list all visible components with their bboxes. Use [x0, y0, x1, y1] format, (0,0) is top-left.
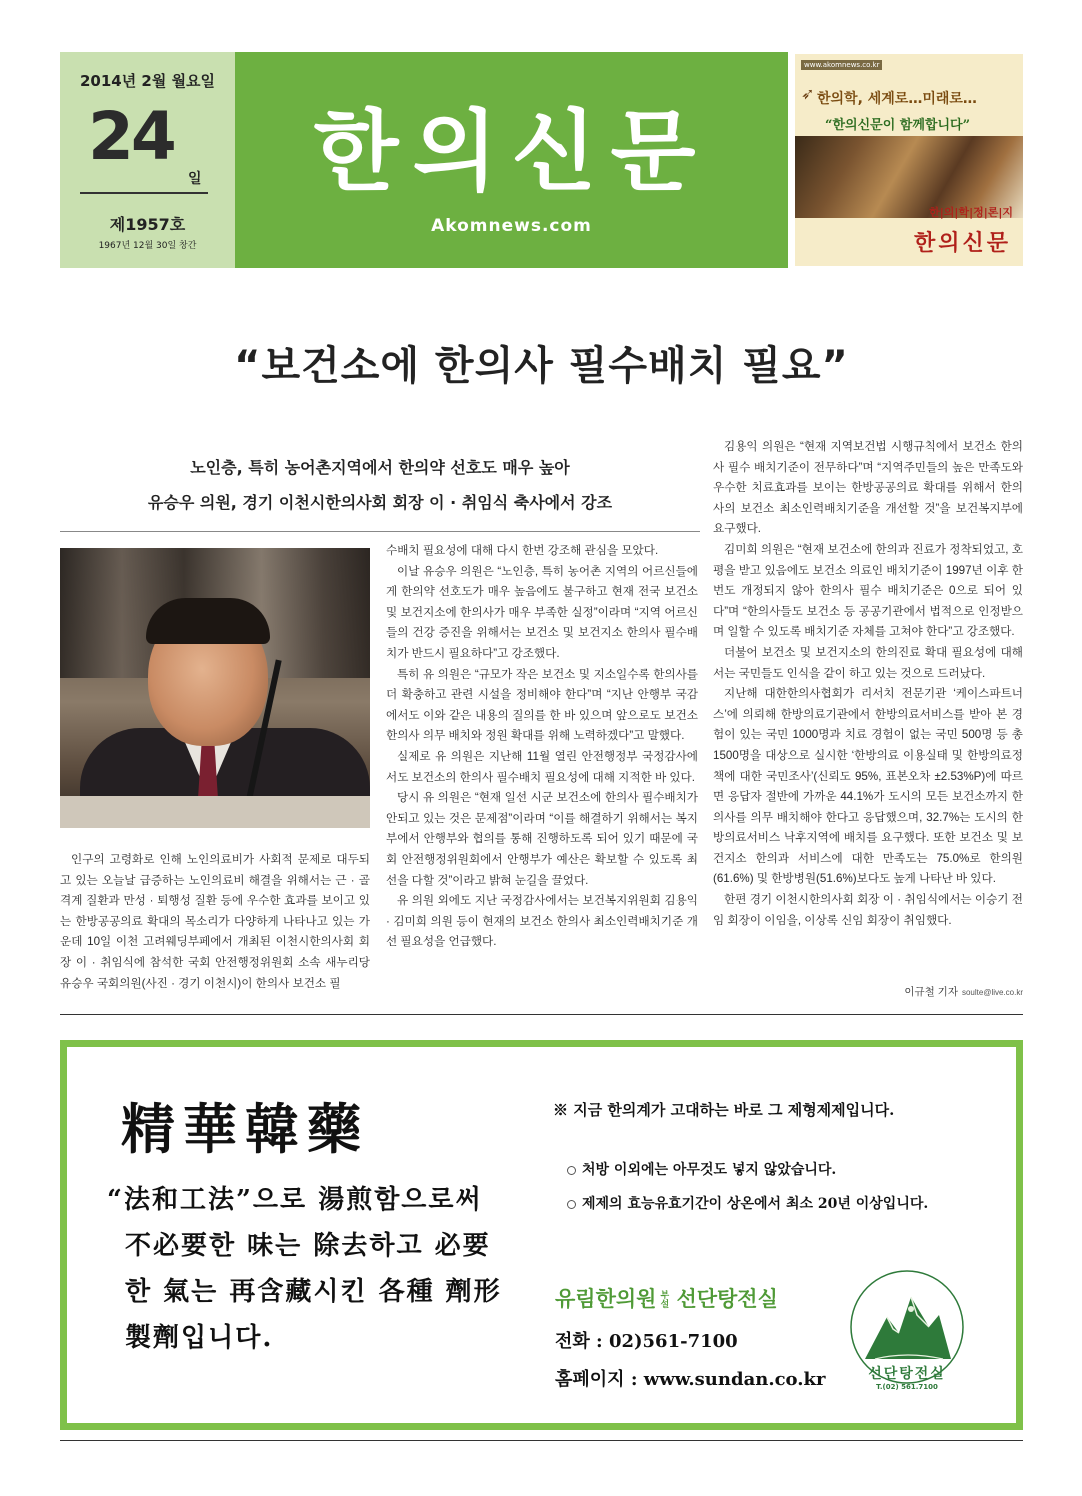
- article-paragraph: 지난해 대한한의사협회가 리서치 전문기관 ‘케이스파트너스’에 의뢰해 한방의료기관에서 한방의료서비스를 받아 본 경험이 있는 국민 1000명과 치료 경험이 없는 국민 500명 등 총 1500명을 대상으로 실시한 ‘한방의료 이용실태 및 한방의료정책에 대한 국민조사’(신뢰도 95%, 표본오차 ±2.53%P)에 따르면 응답자 절반에 가까운 44.1%가 도시의 모든 보건소까지 한의사를 의무 배치해야 한다고 응답했으며, 32.7%는 도시의 한방의료서비스 낙후지역에 배치를 요구했다. 또한 보건소 및 보건지소 한의과 서비스에 대한 만족도는 75.0%로 한의원(61.6%) 및 한방병원(51.6%)보다도 높게 나타난 바 있다.: [713, 687, 1023, 886]
- article-subhead-1: 노인층, 특히 농어촌지역에서 한의약 선호도 매우 높아: [190, 458, 570, 477]
- section-divider: [60, 1014, 1023, 1015]
- reporter-email[interactable]: soulte@live.co.kr: [961, 988, 1023, 997]
- article-paragraph: 이날 유승우 의원은 “노인층, 특히 농어촌 지역의 어르신들에게 한의약 선호도가 매우 높음에도 불구하고 현재 전국 보건소 및 보건지소에 한의사가 매우 부족한 실정”이라며 “지역 어르신들의 건강 증진을 위해서는 보건소 및 보건지소 한의사 필수배치가 반드시 필요하다”고 강조했다.: [386, 564, 698, 660]
- article-column-2: [386, 541, 698, 953]
- promo-paper-name: 한의신문: [913, 230, 1011, 256]
- ad-copy-line: 不必要한 味는 除去하고 必要: [125, 1231, 491, 1261]
- promo-subslogan: “한의신문이 함께합니다”: [825, 118, 971, 133]
- article-column-3: [713, 437, 1023, 931]
- newspaper-url[interactable]: Akomnews.com: [431, 216, 592, 236]
- clinic-sub-name: 선단탕전실: [676, 1286, 778, 1311]
- masthead: [60, 52, 1023, 268]
- issue-day-unit: 일: [188, 171, 202, 187]
- clinic-seal-logo: [847, 1267, 967, 1407]
- seal-name: 선단탕전실: [868, 1366, 946, 1382]
- clinic-name: 유림한의원: [555, 1286, 657, 1311]
- promo-slogan: 한의학, 세계로…미래로…: [817, 91, 977, 107]
- article-paragraph: 특히 유 의원은 “규모가 작은 보건소 및 지소일수록 한의사를 더 확충하고 관련 시설을 정비해야 한다”며 “지난 안행부 국감에서도 이와 같은 내용의 질의를 한 바 있으며 앞으로도 보건소 한의사 의무 배치와 정원 확대를 위해 노력하겠다”고 말했다.: [386, 667, 698, 743]
- ad-copy-line: 製劑입니다.: [125, 1323, 274, 1353]
- ad-bullet-text: 제제의 효능유효기간이 상온에서 최소 20년 이상입니다.: [582, 1196, 929, 1212]
- article-paragraph: 실제로 유 의원은 지난해 11월 열린 안전행정부 국정감사에서도 보건소의 한의사 필수배치 필요성에 대해 지적한 바 있다.: [386, 749, 698, 784]
- ad-copy-line: “法和工法”으로 湯煎함으로써: [107, 1185, 483, 1215]
- ad-bullet: [567, 1159, 836, 1179]
- title-box: [235, 52, 788, 268]
- founded-date: 1967년 12월 30일 창간: [98, 241, 197, 251]
- seal-phone: T.(02) 561.7100: [876, 1383, 938, 1391]
- article-paragraph: 한편 경기 이천시한의사회 회장 이 · 취임식에서는 이승기 전임 회장이 이임을, 이상록 신임 회장이 취임했다.: [713, 893, 1023, 927]
- ad-bullet: [567, 1193, 928, 1213]
- newspaper-logo: 한의신문: [313, 99, 710, 203]
- article-paragraph: 김용익 의원은 “현재 지역보건법 시행규칙에서 보건소 한의사 필수 배치기준이 전무하다”며 “지역주민들의 높은 만족도와 우수한 치료효과를 보이는 한방공공의료 확대를 위해서 한의사의 보건소 최소인력배치기준을 개선할 것”을 보건복지부에 요구했다.: [713, 440, 1023, 536]
- article-photo: [60, 548, 370, 828]
- date-divider: [80, 192, 208, 194]
- article-paragraph: 유 의원 외에도 지난 국정감사에서는 보건복지위원회 김용익 · 김미희 의원 등이 현재의 보건소 한의사 최소인력배치기준 개선 필요성을 언급했다.: [386, 894, 698, 949]
- article-paragraph: 인구의 고령화로 인해 노인의료비가 사회적 문제로 대두되고 있는 오늘날 급증하는 노인의료비 해결을 위해서는 근 · 골격계 질환과 만성 · 퇴행성 질환 등에 우수한 효과를 보이고 있는 한방공공의료 확대의 목소리가 다양하게 나타나고 있는 가운데 10일 이천 고려웨딩부페에서 개최된 이천시한의사회 회장 이 · 취임식에 참석한 국회 안전행정위원회 소속 새누리당 유승우 국회의원(사진 · 경기 이천시)이 한의사 보건소 필: [60, 853, 370, 990]
- article-paragraph: 당시 유 의원은 “현재 일선 시군 보건소에 한의사 필수배치가 안되고 있는 것은 문제점”이라며 “이를 해결하기 위해서는 복지부에서 안행부와 협의를 통해 진행하도록 되어 있기 때문에 국회 안전행정위원회에서 안행부가 예산은 확보할 수 있도록 최선을 다할 것”이라고 밝혀 눈길을 끌었다.: [386, 791, 698, 887]
- promo-url: www.akomnews.co.kr: [801, 60, 882, 70]
- article-byline: [820, 984, 1023, 999]
- article-subhead-2: 유승우 의원, 경기 이천시한의사회 회장 이 · 취임식 축사에서 강조: [147, 493, 613, 512]
- ad-clinic-name: [555, 1283, 778, 1313]
- ad-note: ※ 지금 한의계가 고대하는 바로 그 제형제제입니다.: [553, 1101, 895, 1119]
- issue-date: 2014년 2월 월요일: [79, 72, 216, 90]
- subhead-divider: [60, 531, 700, 532]
- ad-phone: 전화 : 02)561-7100: [555, 1331, 738, 1352]
- issue-day: 24: [88, 98, 174, 175]
- ad-title: 精華韓藥: [121, 1097, 369, 1161]
- photo-hair: [146, 598, 270, 644]
- article-paragraph: 수배치 필요성에 대해 다시 한번 강조해 관심을 모았다.: [386, 544, 659, 557]
- article-column-1: [60, 850, 370, 994]
- bottom-divider: [60, 1440, 1023, 1441]
- clinic-affiliate-label: 부설: [660, 1290, 670, 1310]
- advertisement[interactable]: [60, 1040, 1023, 1430]
- reporter-name: 이규철 기자: [904, 986, 958, 998]
- photo-desk: [60, 796, 370, 828]
- promo-banner[interactable]: [795, 54, 1023, 266]
- ad-bullet-text: 처방 이외에는 아무것도 넣지 않았습니다.: [582, 1162, 837, 1178]
- promo-tagline: 한|의|학|정|론|지: [929, 206, 1013, 219]
- ad-website-link[interactable]: 홈페이지 : www.sundan.co.kr: [555, 1369, 826, 1390]
- article-paragraph: 김미희 의원은 “현재 보건소에 한의과 진료가 정착되었고, 호평을 받고 있음에도 보건소 의료인 배치기준이 1997년 이후 한번도 개정되지 않아 한의사 필수 배치기준은 0으로 되어 있다”며 “한의사들도 보건소 등 공공기관에서 법적으로 인정받으며 일할 수 있도록 배치기준 자체를 고쳐야 한다”고 강조했다.: [713, 542, 1023, 639]
- promo-arrow-icon: ➶: [801, 84, 815, 103]
- issue-number: 제1957호: [109, 215, 186, 234]
- circle-bullet-icon: [567, 1200, 576, 1209]
- circle-bullet-icon: [567, 1166, 576, 1175]
- article-paragraph: 더불어 보건소 및 보건지소의 한의진료 확대 필요성에 대해서는 국민들도 인식을 같이 하고 있는 것으로 드러났다.: [713, 645, 1023, 680]
- date-box: [60, 52, 235, 268]
- article-headline: “보건소에 한의사 필수배치 필요”: [234, 343, 849, 389]
- ad-copy-line: 한 氣는 再含藏시킨 各種 劑形: [125, 1277, 502, 1307]
